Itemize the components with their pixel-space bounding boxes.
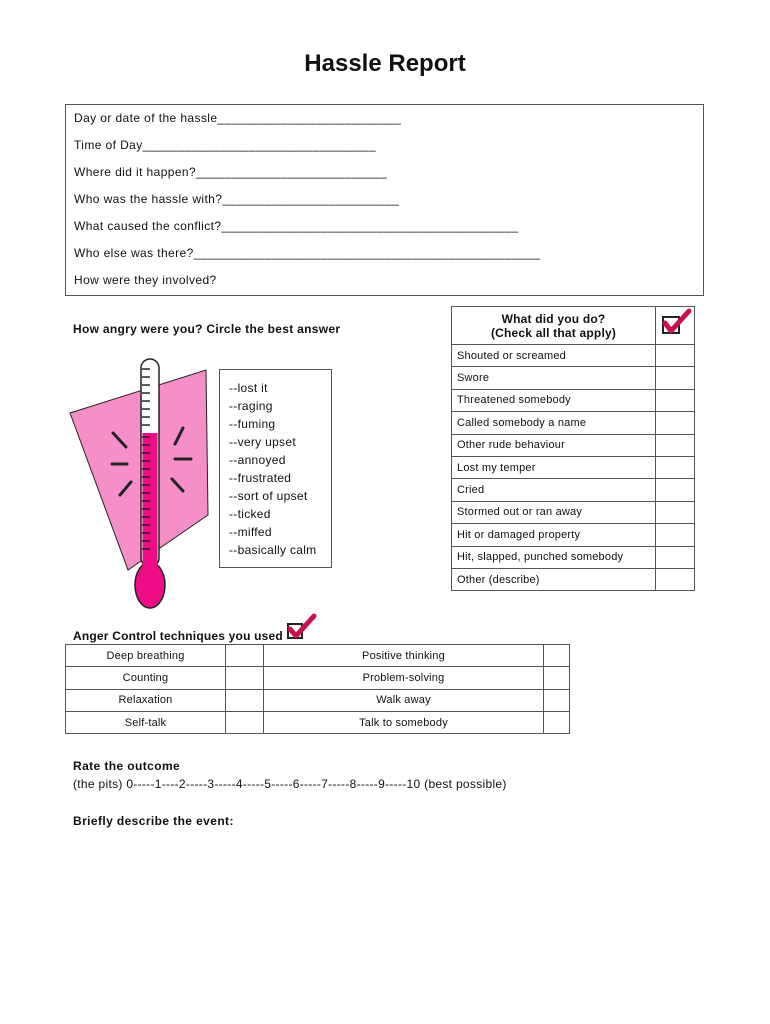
action-checkbox[interactable] (656, 479, 695, 501)
backdrop-shape (70, 370, 208, 570)
scale-basically-calm[interactable]: --basically calm (229, 543, 317, 557)
actions-table (451, 306, 695, 591)
scale-miffed[interactable]: --miffed (229, 525, 272, 539)
action-checkbox[interactable] (656, 501, 695, 523)
technique-checkbox[interactable] (544, 711, 570, 733)
action-checkbox[interactable] (656, 434, 695, 456)
mercury-column (143, 433, 158, 573)
day-date-field[interactable]: Day or date of the hassle__________________________ (74, 111, 402, 125)
describe-event-label: Briefly describe the event: (73, 814, 234, 828)
who-else-field[interactable]: Who else was there?_________________________________________________ (74, 246, 541, 260)
technique-label: Self-talk (66, 711, 226, 733)
time-field[interactable]: Time of Day_________________________________ (74, 138, 377, 152)
rate-title: Rate the outcome (73, 759, 181, 773)
scale-ticked[interactable]: --ticked (229, 507, 271, 521)
action-checkbox[interactable] (656, 389, 695, 411)
techniques-title (73, 629, 283, 643)
actions-header-line2: (Check all that apply) (490, 325, 617, 340)
techniques-title-text: Anger Control techniques you used (73, 629, 283, 643)
actions-header-line1: What did you do? (501, 311, 606, 326)
technique-checkbox[interactable] (544, 667, 570, 689)
technique-checkbox[interactable] (226, 667, 264, 689)
action-item: Lost my temper (452, 456, 656, 478)
checkmark-icon (284, 612, 320, 644)
cause-field[interactable]: What caused the conflict?__________________________________________ (74, 219, 519, 233)
hassle-info-box (65, 104, 704, 296)
scale-very-upset[interactable]: --very upset (229, 435, 296, 449)
action-checkbox[interactable] (656, 524, 695, 546)
action-checkbox[interactable] (656, 568, 695, 590)
where-field[interactable]: Where did it happen?___________________________ (74, 165, 388, 179)
action-item: Cried (452, 479, 656, 501)
action-item: Hit, slapped, punched somebody (452, 546, 656, 568)
technique-label: Talk to somebody (264, 711, 544, 733)
anger-question: How angry were you? Circle the best answer (73, 322, 341, 336)
action-item: Shouted or screamed (452, 345, 656, 367)
scale-lost-it[interactable]: --lost it (229, 381, 268, 395)
technique-label: Problem-solving (264, 667, 544, 689)
scale-sort-of-upset[interactable]: --sort of upset (229, 489, 308, 503)
technique-checkbox[interactable] (226, 645, 264, 667)
action-checkbox[interactable] (656, 456, 695, 478)
scale-raging[interactable]: --raging (229, 399, 273, 413)
who-with-field[interactable]: Who was the hassle with?_________________________ (74, 192, 400, 206)
involved-field[interactable]: How were they involved? (74, 273, 217, 287)
thermometer-icon (68, 355, 228, 615)
technique-label: Positive thinking (264, 645, 544, 667)
action-item: Other rude behaviour (452, 434, 656, 456)
technique-label: Counting (66, 667, 226, 689)
anger-scale-box (219, 369, 332, 568)
technique-label: Walk away (264, 689, 544, 711)
action-checkbox[interactable] (656, 345, 695, 367)
action-checkbox[interactable] (656, 546, 695, 568)
technique-checkbox[interactable] (544, 645, 570, 667)
scale-annoyed[interactable]: --annoyed (229, 453, 286, 467)
scale-frustrated[interactable]: --frustrated (229, 471, 292, 485)
action-item: Stormed out or ran away (452, 501, 656, 523)
technique-checkbox[interactable] (226, 689, 264, 711)
technique-label: Relaxation (66, 689, 226, 711)
action-item: Other (describe) (452, 568, 656, 590)
action-checkbox[interactable] (656, 412, 695, 434)
technique-checkbox[interactable] (544, 689, 570, 711)
checkmark-icon (657, 307, 693, 341)
action-checkbox[interactable] (656, 367, 695, 389)
page-title: Hassle Report (304, 50, 466, 77)
action-item: Called somebody a name (452, 412, 656, 434)
action-item: Threatened somebody (452, 389, 656, 411)
action-item: Swore (452, 367, 656, 389)
actions-header (452, 307, 656, 345)
technique-checkbox[interactable] (226, 711, 264, 733)
scale-fuming[interactable]: --fuming (229, 417, 276, 431)
technique-label: Deep breathing (66, 645, 226, 667)
rate-scale[interactable]: (the pits) 0-----1----2-----3-----4-----5-----6-----7-----8-----9-----10 (best possible) (73, 777, 507, 791)
techniques-table (65, 644, 570, 734)
actions-header-check (656, 307, 695, 345)
action-item: Hit or damaged property (452, 524, 656, 546)
